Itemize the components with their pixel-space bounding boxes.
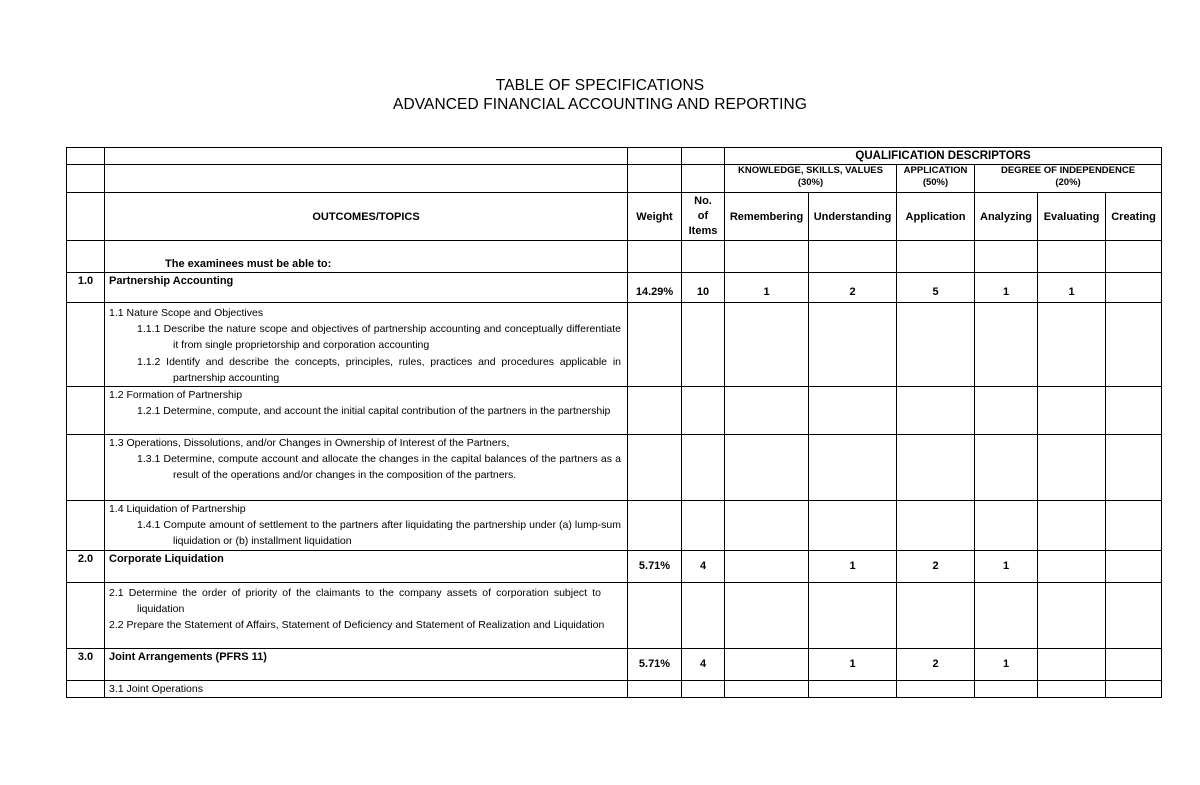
topic-row bbox=[67, 303, 1162, 387]
topic-row bbox=[67, 387, 1162, 435]
section-row bbox=[67, 273, 1162, 303]
analyzing-count: 1 bbox=[975, 273, 1038, 303]
ksv-percent: (30%) bbox=[797, 177, 824, 188]
doi-header bbox=[975, 165, 1162, 193]
topic-objective: 1.2.1 Determine, compute, and account the initial capital contribution of the partners in the partnership bbox=[137, 405, 611, 418]
qualification-descriptors-header: QUALIFICATION DESCRIPTORS bbox=[725, 148, 1162, 165]
topic-cell bbox=[105, 681, 628, 698]
items-header-l2: of bbox=[697, 210, 709, 222]
doi-label: DEGREE OF INDEPENDENCE bbox=[1000, 165, 1136, 176]
topic-row bbox=[67, 501, 1162, 551]
topic-objective: 2.2 Prepare the Statement of Affairs, Statement of Deficiency and Statement of Realization and Liquidation bbox=[109, 619, 605, 632]
section-weight: 5.71% bbox=[628, 551, 682, 583]
document-title: TABLE OF SPECIFICATIONS bbox=[495, 77, 705, 94]
topic-cell bbox=[105, 583, 628, 649]
remembering-count bbox=[725, 649, 809, 681]
topic-row bbox=[67, 681, 1162, 698]
section-items: 4 bbox=[682, 551, 725, 583]
remembering-header: Remembering bbox=[725, 193, 809, 241]
section-number: 2.0 bbox=[67, 551, 105, 583]
application-count: 2 bbox=[897, 649, 975, 681]
section-weight: 5.71% bbox=[628, 649, 682, 681]
creating-count bbox=[1106, 649, 1162, 681]
topic-heading: 1.3 Operations, Dissolutions, and/or Changes in Ownership of Interest of the Partners, bbox=[109, 437, 510, 450]
topic-objective: 2.1 Determine the order of priority of the claimants to the company assets of corporation subject to liquidation bbox=[109, 587, 601, 616]
intro-text: The examinees must be able to: bbox=[105, 241, 628, 273]
application-count: 2 bbox=[897, 551, 975, 583]
evaluating-count bbox=[1038, 649, 1106, 681]
understanding-count: 1 bbox=[809, 649, 897, 681]
section-items: 10 bbox=[682, 273, 725, 303]
evaluating-count: 1 bbox=[1038, 273, 1106, 303]
header-row-2 bbox=[67, 165, 1162, 193]
section-title: Joint Arrangements (PFRS 11) bbox=[105, 649, 628, 681]
application-count: 5 bbox=[897, 273, 975, 303]
topic-row bbox=[67, 435, 1162, 501]
section-weight: 14.29% bbox=[628, 273, 682, 303]
analyzing-count: 1 bbox=[975, 649, 1038, 681]
creating-header: Creating bbox=[1106, 193, 1162, 241]
topic-cell bbox=[105, 387, 628, 435]
remembering-count: 1 bbox=[725, 273, 809, 303]
topic-cell bbox=[105, 303, 628, 387]
creating-count bbox=[1106, 273, 1162, 303]
topic-heading: 1.4 Liquidation of Partnership bbox=[109, 503, 246, 516]
analyzing-count: 1 bbox=[975, 551, 1038, 583]
topic-objective: 1.1.2 Identify and describe the concepts, principles, rules, practices and procedures applicable in partnership accounting bbox=[137, 355, 621, 384]
section-title: Corporate Liquidation bbox=[105, 551, 628, 583]
section-number: 1.0 bbox=[67, 273, 105, 303]
outcomes-topics-header: OUTCOMES/TOPICS bbox=[105, 193, 628, 241]
document-subtitle: ADVANCED FINANCIAL ACCOUNTING AND REPORTING bbox=[393, 96, 807, 113]
understanding-count: 1 bbox=[809, 551, 897, 583]
remembering-count bbox=[725, 551, 809, 583]
topic-objective: 1.3.1 Determine, compute account and allocate the changes in the capital balances of the partners as a result of the operations and/or changes in the composition of the partners. bbox=[137, 453, 621, 482]
section-row bbox=[67, 551, 1162, 583]
topic-row bbox=[67, 583, 1162, 649]
understanding-header: Understanding bbox=[809, 193, 897, 241]
topic-cell bbox=[105, 501, 628, 551]
topic-objective: 1.4.1 Compute amount of settlement to the partners after liquidating the partnership under (a) lump-sum liquidation or (b) installment liquidation bbox=[137, 519, 621, 548]
topic-cell bbox=[105, 435, 628, 501]
section-items: 4 bbox=[682, 649, 725, 681]
document-titles bbox=[0, 76, 1200, 114]
application-group-label: APPLICATION bbox=[903, 165, 968, 176]
application-group-header bbox=[897, 165, 975, 193]
topic-objective: 1.1.1 Describe the nature scope and objectives of partnership accounting and conceptually differentiate it from single proprietorship and corporation accounting bbox=[137, 323, 621, 352]
section-number: 3.0 bbox=[67, 649, 105, 681]
evaluating-header: Evaluating bbox=[1038, 193, 1106, 241]
intro-row bbox=[67, 241, 1162, 273]
doi-percent: (20%) bbox=[1055, 177, 1081, 188]
items-header-l1: No. bbox=[694, 195, 712, 207]
header-row-3 bbox=[67, 193, 1162, 241]
evaluating-count bbox=[1038, 551, 1106, 583]
header-row-1 bbox=[67, 148, 1162, 165]
application-header: Application bbox=[897, 193, 975, 241]
understanding-count: 2 bbox=[809, 273, 897, 303]
creating-count bbox=[1106, 551, 1162, 583]
section-title: Partnership Accounting bbox=[105, 273, 628, 303]
analyzing-header: Analyzing bbox=[975, 193, 1038, 241]
items-header-l3: Items bbox=[688, 225, 718, 237]
ksv-header bbox=[725, 165, 897, 193]
topic-objective: 3.1 Joint Operations bbox=[109, 683, 203, 696]
topic-heading: 1.2 Formation of Partnership bbox=[109, 389, 243, 402]
ksv-label: KNOWLEDGE, SKILLS, VALUES bbox=[738, 165, 883, 176]
topic-heading: 1.1 Nature Scope and Objectives bbox=[109, 307, 264, 319]
section-row bbox=[67, 649, 1162, 681]
items-header bbox=[682, 193, 725, 241]
specifications-table bbox=[66, 147, 1162, 698]
weight-header: Weight bbox=[628, 193, 682, 241]
application-group-percent: (50%) bbox=[922, 177, 949, 188]
